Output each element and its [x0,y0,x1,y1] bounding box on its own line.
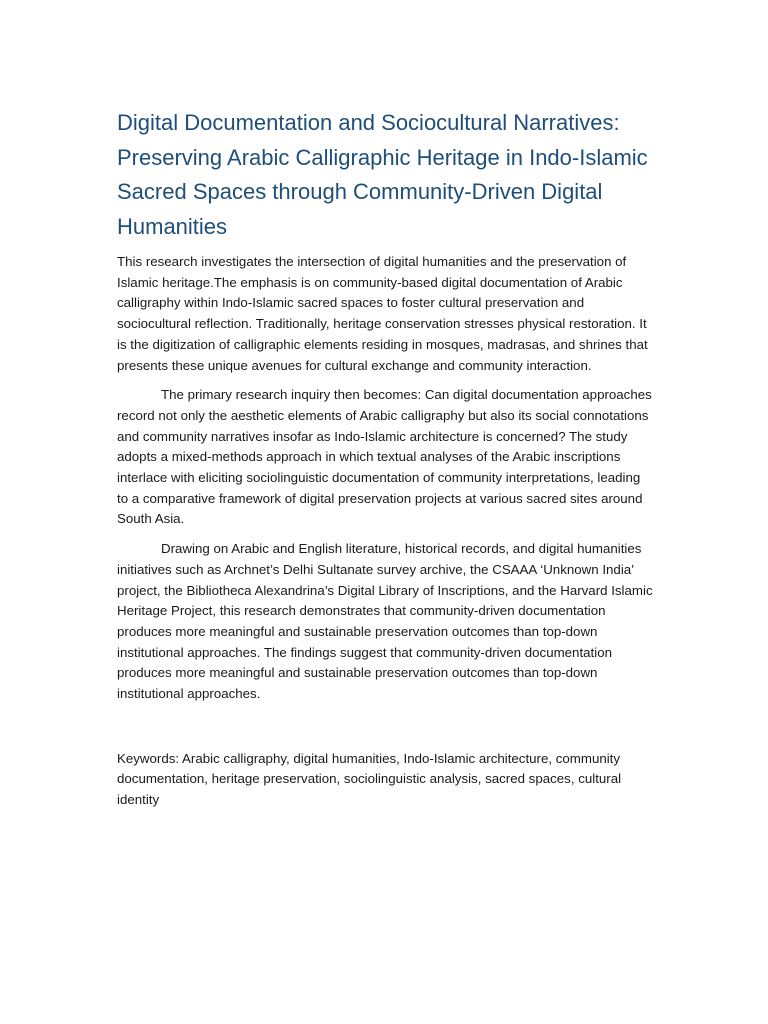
abstract-paragraph-2: The primary research inquiry then becomes: Can digital documentation approaches record not only the aesthetic elements of Arabic calligraphy but also its social connotations and community narratives insofar as Indo-Islamic architecture is concerned? The study adopts a mixed-methods approach in which textual analyses of the Arabic inscriptions interlace with eliciting sociolinguistic documentation of community interpretations, leading to a comparative framework of digital preservation projects at various sacred sites around South Asia. [117,387,652,527]
abstract-paragraph-1: This research investigates the intersection of digital humanities and the preservation of Islamic heritage.The emphasis is on community-based digital documentation of Arabic calligraphy within Indo-Islamic sacred spaces to foster cultural preservation and sociocultural reflection. Traditionally, heritage conservation stresses physical restoration. It is the digitization of calligraphic elements residing in mosques, madrasas, and shrines that presents these unique avenues for cultural exchange and community interaction. [117,254,648,373]
paper-title: Digital Documentation and Sociocultural Narratives: Preserving Arabic Calligraphic Heritage in Indo-Islamic Sacred Spaces through Community-Driven Digital Humanities [117,110,648,239]
document-page [117,106,653,811]
keywords: Keywords: Arabic calligraphy, digital humanities, Indo-Islamic architecture, community documentation, heritage preservation, sociolinguistic analysis, sacred spaces, cultural identity [117,750,622,808]
abstract-paragraph-3: Drawing on Arabic and English literature, historical records, and digital humanities initiatives such as Archnet’s Delhi Sultanate survey archive, the CSAAA ‘Unknown India’ project, the Bibliotheca Alexandrina’s Digital Library of Inscriptions, and the Harvard Islamic Heritage Project, this research demonstrates that community-driven documentation produces more meaningful and sustainable preservation outcomes than top-down institutional approaches. The findings suggest that community-driven documentation produces more meaningful and sustainable preservation outcomes than top-down institutional approaches. [117,541,653,702]
